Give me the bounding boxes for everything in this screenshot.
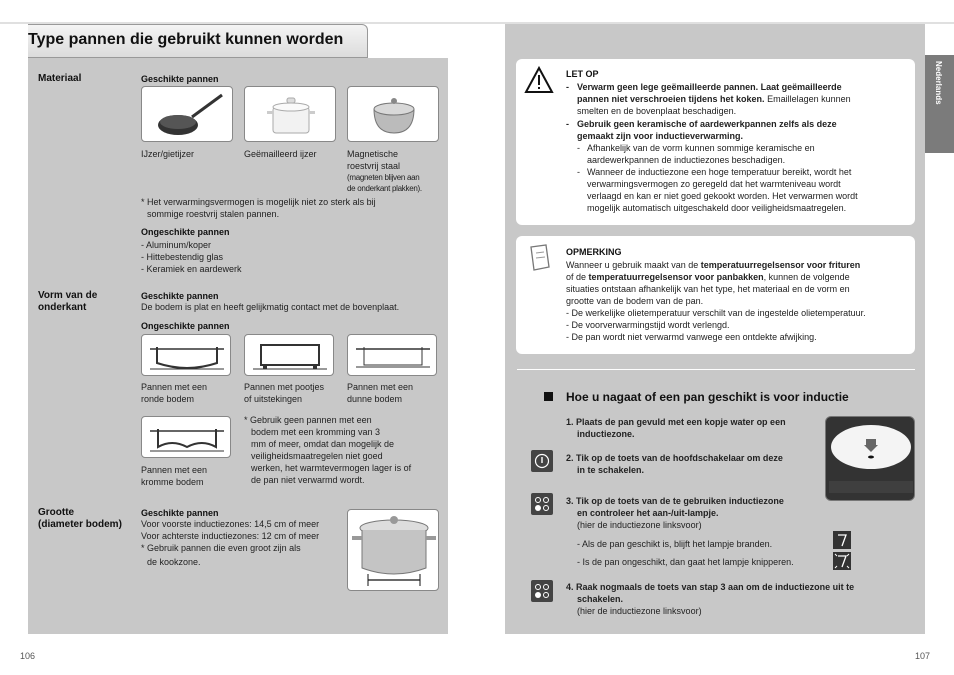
note-heading: OPMERKING [566, 247, 622, 257]
caution-sub: aardewerkpannen de inductiezones beschadigen. [587, 155, 786, 165]
step-4-text: 4. Raak nogmaals de toets van stap 3 aan om de inductiezone uit te [566, 582, 855, 592]
grootte-label-2: (diameter bodem) [38, 519, 122, 530]
vorm-note-line: bodem met een kromming van 3 [251, 427, 381, 437]
pan-shape-caption: of uitstekingen [244, 394, 303, 404]
grootte-line: Voor voorste inductiezones: 14,5 cm of meer [141, 519, 320, 529]
thin-bottom-pan-image [347, 334, 437, 376]
note-item: - De pan wordt niet verwarmd vanwege een ontdekte afwijking. [566, 332, 817, 342]
materiaal-label: Materiaal [38, 73, 82, 84]
warning-icon [524, 66, 554, 99]
grootte-line: Voor achterste inductiezones: 12 cm of meer [141, 531, 320, 541]
step-1-text: inductiezone. [577, 429, 635, 439]
zone-selector-icon [531, 493, 553, 515]
caution-text: Emaillelagen kunnen [764, 94, 851, 104]
step-3-text: 3. Tik op de toets van de te gebruiken inductiezone [566, 496, 784, 506]
grootte-heading: Geschikte pannen [141, 508, 219, 518]
unsuitable-item: - Keramiek en aardewerk [141, 264, 242, 274]
caution-sub: Afhankelijk van de vorm kunnen sommige keramische en [587, 143, 815, 153]
step-3-text: en controleer het aan-/uit-lampje. [577, 508, 719, 518]
footed-pan-image [244, 334, 334, 376]
note-text: temperatuurregelsensor voor frituren [700, 260, 861, 270]
vorm-unsuitable-heading: Ongeschikte pannen [141, 321, 230, 331]
note-line: situaties ontstaan afhankelijk van het type, het materiaal en de vorm en [566, 284, 850, 294]
steel-pot-image [347, 86, 439, 142]
round-bottom-pan-image [141, 334, 231, 376]
note-icon [528, 243, 552, 278]
grootte-line: de kookzone. [147, 557, 201, 567]
caution-text: Verwarm geen lege geëmailleerde pannen. Laat geëmailleerde [577, 82, 842, 92]
note-line: grootte van de bodem van de pan. [566, 296, 704, 306]
note-line [566, 271, 850, 283]
section-bullet [544, 392, 553, 401]
note-text: , kunnen de volgende [763, 272, 850, 282]
caution-text: smelten en de bovenplaat beschadigen. [577, 106, 737, 116]
note-item: - De voorverwarmingstijd wordt verlengd. [566, 320, 730, 330]
enamel-pot-image [244, 86, 336, 142]
pan-shape-caption: Pannen met een [141, 382, 208, 392]
step-4-text: schakelen. [577, 594, 624, 604]
caution-text: pannen niet verschroeien tijdens het koken. [577, 94, 765, 104]
step-3-text: (hier de inductiezone linksvoor) [577, 520, 702, 530]
step-1-text: 1. Plaats de pan gevuld met een kopje water op een [566, 417, 786, 427]
caution-heading: LET OP [566, 69, 599, 79]
vorm-note-line: veiligheidsmaatregelen niet goed [251, 451, 383, 461]
pan-caption-steel-2: roestvrij staal [347, 161, 401, 171]
step-2-text: in te schakelen. [577, 465, 645, 475]
lamp-on-icon [833, 531, 851, 549]
caution-dash: - [566, 82, 569, 92]
vorm-note-line: mm of meer, omdat dan mogelijk de [251, 439, 395, 449]
pan-shape-caption: Pannen met pootjes [244, 382, 325, 392]
materiaal-note-1: * Het verwarmingsvermogen is mogelijk niet zo sterk als bij [141, 197, 376, 207]
caution-sub: verwarmingsvermogen zo geregeld dat het warmteniveau wordt [587, 179, 841, 189]
pan-caption-iron: IJzer/gietijzer [141, 149, 195, 159]
vorm-suitable-heading: Geschikte pannen [141, 291, 219, 301]
note-item: - De werkelijke olietemperatuur verschilt van de ingestelde olietemperatuur. [566, 308, 866, 318]
step-2-text: 2. Tik op de toets van de hoofdschakelaar om deze [566, 453, 783, 463]
caution-sub: Wanneer de inductiezone een hoge temperatuur bereikt, wordt het [587, 167, 852, 177]
page-number-right: 107 [915, 651, 931, 661]
note-text: Wanneer u gebruik maakt van de [566, 260, 701, 270]
unsuitable-heading: Ongeschikte pannen [141, 227, 230, 237]
vorm-note-line: werken, het warmtevermogen lager is of [251, 463, 412, 473]
power-icon [531, 450, 553, 472]
page-number-left: 106 [20, 651, 36, 661]
language-tab-text: Nederlands [934, 61, 943, 105]
caution-dash: - [566, 119, 569, 129]
cooktop-image [825, 416, 915, 501]
pan-shape-caption: Pannen met een [141, 465, 208, 475]
caution-text: Gebruik geen keramische of aardewerkpannen zelfs als deze [577, 119, 837, 129]
warped-pan-image [141, 416, 231, 458]
large-pot-image [347, 509, 439, 591]
note-text: temperatuurregelsensor voor panbakken [588, 272, 764, 282]
grootte-line: * Gebruik pannen die even groot zijn als [141, 543, 301, 553]
caution-sub: mogelijk automatisch uitgeschakeld door veiligheidsmaatregelen. [587, 203, 847, 213]
frying-pan-image [141, 86, 233, 142]
vorm-suitable-text: De bodem is plat en heeft gelijkmatig contact met de bovenplaat. [141, 302, 400, 312]
unsuitable-item: - Aluminum/koper [141, 240, 212, 250]
vorm-label-1: Vorm van de [38, 290, 98, 301]
section-divider [517, 369, 915, 370]
lamp-blinking-icon [833, 552, 851, 570]
unsuitable-item: - Hittebestendig glas [141, 252, 224, 262]
vorm-label-2: onderkant [38, 302, 87, 313]
pan-caption-steel-4: de onderkant plakken). [347, 184, 422, 193]
vorm-note-line: * Gebruik geen pannen met een [244, 415, 372, 425]
pan-shape-caption: Pannen met een [347, 382, 414, 392]
page-title: Type pannen die gebruikt kunnen worden [28, 31, 344, 48]
note-text: of de [566, 272, 589, 282]
caution-text: gemaakt zijn voor inductieverwarming. [577, 131, 744, 141]
language-tab-label [925, 55, 954, 153]
step-3-option: - Is de pan ongeschikt, dan gaat het lampje knipperen. [577, 557, 794, 567]
pan-caption-steel-3: (magneten blijven aan [347, 173, 420, 182]
grootte-label-1: Grootte [38, 507, 75, 518]
caution-sub: verlaagd en kan er niet goed gekookt worden. Het verwarmen wordt [587, 191, 858, 201]
pan-caption-enamel: Geëmailleerd ijzer [244, 149, 317, 159]
caution-dash: - [577, 143, 580, 153]
pan-shape-caption: dunne bodem [347, 394, 403, 404]
pan-caption-steel-1: Magnetische [347, 149, 399, 159]
howto-heading: Hoe u nagaat of een pan geschikt is voor inductie [566, 390, 849, 404]
step-3-option: - Als de pan geschikt is, blijft het lampje branden. [577, 539, 773, 549]
caution-text-line [577, 93, 851, 105]
pan-shape-caption: kromme bodem [141, 477, 204, 487]
vorm-note-line: de pan niet verwarmd wordt. [251, 475, 365, 485]
caution-dash: - [577, 167, 580, 177]
note-line [566, 259, 860, 271]
materiaal-note-2: sommige roestvrij stalen pannen. [147, 209, 280, 219]
zone-selector-icon [531, 580, 553, 602]
materiaal-suitable-heading: Geschikte pannen [141, 74, 219, 84]
pan-shape-caption: ronde bodem [141, 394, 195, 404]
step-4-text: (hier de inductiezone linksvoor) [577, 606, 702, 616]
